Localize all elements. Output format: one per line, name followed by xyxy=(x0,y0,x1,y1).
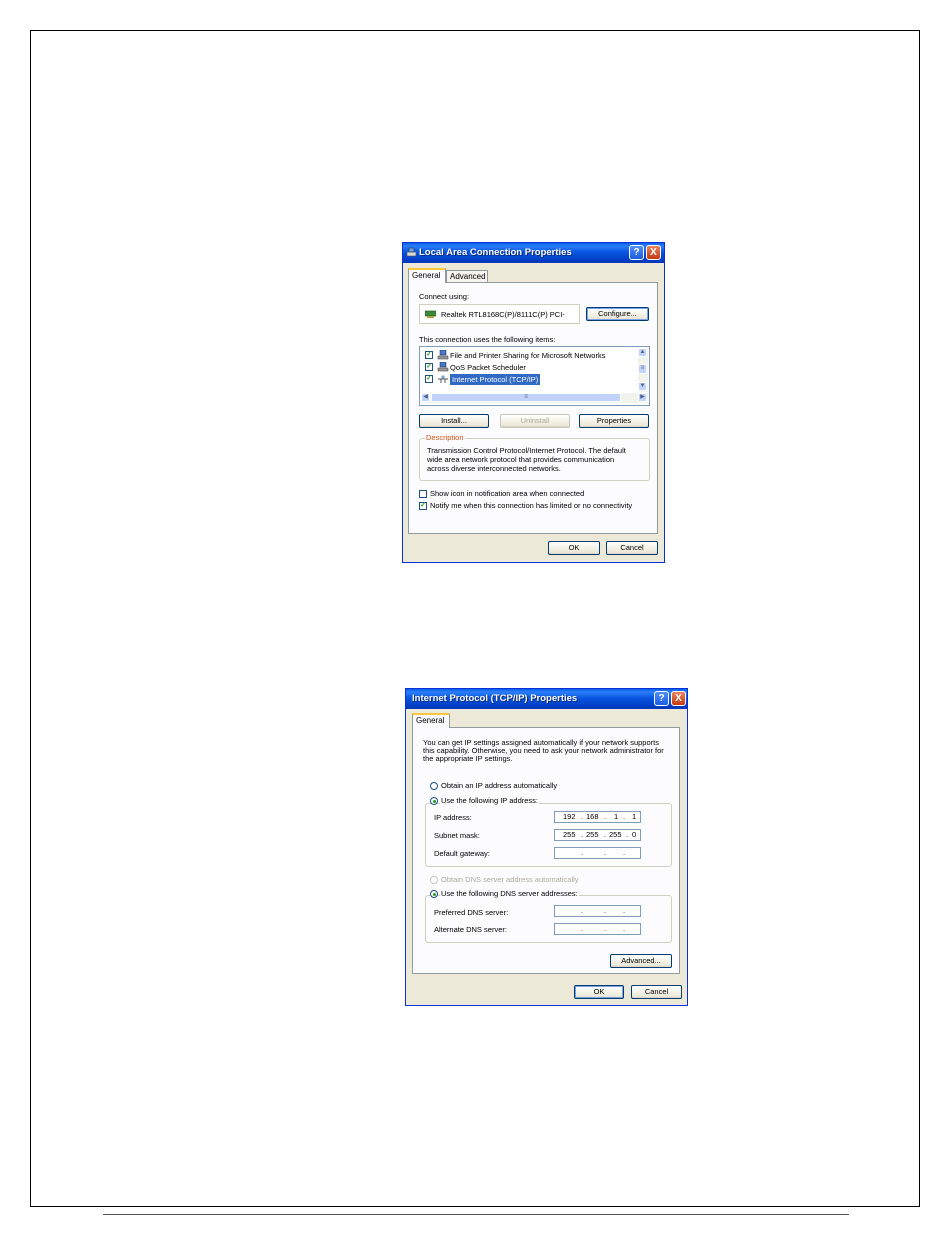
notify-label[interactable]: Notify me when this connection has limited or no connectivity xyxy=(430,501,633,510)
item-label-selected: Internet Protocol (TCP/IP) xyxy=(452,375,539,384)
general-tab-panel xyxy=(412,727,680,974)
cancel-button[interactable]: Cancel xyxy=(606,541,658,555)
gateway-label: Default gateway: xyxy=(434,849,490,858)
scroll-down-icon[interactable]: ▼ xyxy=(639,383,646,389)
local-area-connection-properties-dialog xyxy=(402,242,665,563)
ip-octet: 255 xyxy=(563,830,576,839)
intro-text-line: the appropriate IP settings. xyxy=(423,754,513,763)
uninstall-button[interactable]: Uninstall xyxy=(500,414,570,428)
obtain-dns-label[interactable]: Obtain DNS server address automatically xyxy=(441,875,579,884)
ip-octet: 1 xyxy=(632,812,637,821)
dialog-titlebar[interactable] xyxy=(403,243,664,263)
alternate-dns-label: Alternate DNS server: xyxy=(434,925,507,934)
notify-checkbox[interactable]: ✓ xyxy=(420,502,426,509)
intro-text-line: You can get IP settings assigned automatically if your network supports xyxy=(423,738,659,747)
tcpip-properties-dialog xyxy=(405,688,688,1006)
dialog-titlebar[interactable] xyxy=(406,689,687,709)
ok-button[interactable]: OK xyxy=(574,985,624,999)
obtain-ip-radio[interactable] xyxy=(430,782,438,790)
scroll-up-icon[interactable]: ▲ xyxy=(639,349,646,355)
use-dns-label[interactable]: Use the following DNS server addresses: xyxy=(441,889,578,898)
adapter-name: Realtek RTL8168C(P)/8111C(P) PCI- xyxy=(441,310,565,319)
gateway-input[interactable]: . . . xyxy=(554,847,641,859)
general-tab-panel xyxy=(408,282,658,534)
cancel-button[interactable]: Cancel xyxy=(631,985,682,999)
dialog-title: Local Area Connection Properties xyxy=(419,247,572,258)
scroll-thumb[interactable]: ≡ xyxy=(431,393,621,402)
close-button[interactable]: X xyxy=(646,245,661,260)
ip-octet: 168 xyxy=(586,812,599,821)
dns-group xyxy=(425,895,672,943)
ok-button[interactable]: OK xyxy=(548,541,600,555)
obtain-ip-label[interactable]: Obtain an IP address automatically xyxy=(441,781,558,790)
tab-general[interactable]: General xyxy=(412,713,450,728)
install-button[interactable]: Install... xyxy=(419,414,489,428)
list-item[interactable] xyxy=(420,350,635,361)
obtain-dns-radio[interactable] xyxy=(430,876,438,884)
preferred-dns-input[interactable]: . . . xyxy=(554,905,641,917)
tab-advanced[interactable]: Advanced xyxy=(446,270,488,283)
network-service-icon xyxy=(437,362,449,372)
connect-using-label: Connect using: xyxy=(419,292,470,301)
item-checkbox[interactable]: ✓ xyxy=(426,351,432,358)
vertical-scrollbar[interactable] xyxy=(638,348,648,392)
ip-octet: 0 xyxy=(632,830,637,839)
help-button[interactable]: ? xyxy=(654,691,669,706)
ip-octet: 255 xyxy=(586,830,599,839)
show-icon-checkbox[interactable] xyxy=(419,490,427,498)
adapter-field xyxy=(419,304,580,324)
page-border xyxy=(30,30,920,1207)
network-adapter-icon xyxy=(425,310,436,318)
scroll-thumb[interactable]: ≡ xyxy=(638,364,647,374)
tab-general[interactable]: General xyxy=(408,268,446,283)
scroll-right-icon[interactable]: ▶ xyxy=(638,393,647,402)
show-icon-label[interactable]: Show icon in notification area when connected xyxy=(430,489,585,498)
components-list xyxy=(419,346,650,406)
use-dns-radio[interactable] xyxy=(430,890,438,898)
preferred-dns-label: Preferred DNS server: xyxy=(434,908,509,917)
list-item[interactable] xyxy=(420,374,635,385)
description-line: across diverse interconnected networks. xyxy=(427,464,561,473)
alternate-dns-input[interactable]: . . . xyxy=(554,923,641,935)
ip-octet: 192 xyxy=(563,812,576,821)
dialog-title: Internet Protocol (TCP/IP) Properties xyxy=(412,693,578,704)
network-connection-icon xyxy=(406,247,417,258)
ip-octet: 1 xyxy=(614,812,619,821)
footer-divider xyxy=(103,1214,849,1215)
list-item[interactable] xyxy=(420,362,635,373)
item-label: QoS Packet Scheduler xyxy=(450,363,526,372)
intro-text-line: this capability. Otherwise, you need to ask your network administrator for xyxy=(423,746,664,755)
description-line: wide area network protocol that provides communication xyxy=(427,455,615,464)
description-title: Description xyxy=(426,433,464,442)
horizontal-scrollbar[interactable] xyxy=(421,393,648,403)
scroll-left-icon[interactable]: ◀ xyxy=(421,393,430,402)
properties-button[interactable]: Properties xyxy=(579,414,649,428)
subnet-mask-input[interactable]: 255 . 255 . 255 . 0 xyxy=(554,829,641,841)
help-button[interactable]: ? xyxy=(629,245,644,260)
description-line: Transmission Control Protocol/Internet Protocol. The default xyxy=(427,446,626,455)
item-label: File and Printer Sharing for Microsoft Networks xyxy=(450,351,606,360)
item-checkbox[interactable]: ✓ xyxy=(426,363,432,370)
ip-octet: 255 xyxy=(609,830,622,839)
close-button[interactable]: X xyxy=(671,691,686,706)
use-ip-radio[interactable] xyxy=(430,797,438,805)
network-service-icon xyxy=(437,350,449,360)
ip-address-label: IP address: xyxy=(434,813,472,822)
use-ip-label[interactable]: Use the following IP address: xyxy=(441,796,538,805)
items-label: This connection uses the following items: xyxy=(419,335,556,344)
subnet-mask-label: Subnet mask: xyxy=(434,831,480,840)
protocol-icon xyxy=(437,375,449,384)
ip-address-input[interactable]: 192 . 168 . 1 . 1 xyxy=(554,811,641,823)
configure-button[interactable]: Configure... xyxy=(586,307,649,321)
advanced-button[interactable]: Advanced... xyxy=(610,954,672,968)
item-checkbox[interactable]: ✓ xyxy=(426,375,432,382)
